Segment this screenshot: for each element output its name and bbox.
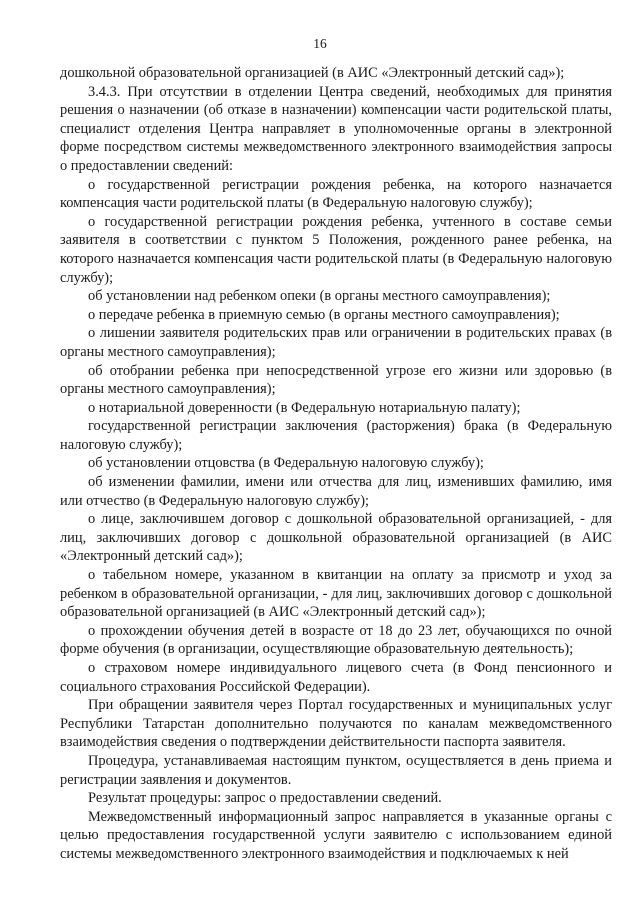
list-item-removal-of-child: об отобрании ребенка при непосредственной угрозе его жизни или здоровью (в органы местного самоуправления); bbox=[60, 362, 612, 398]
list-item-deprivation-rights: о лишении заявителя родительских прав или ограничении в родительских правах (в органы местного самоуправления); bbox=[60, 325, 612, 360]
paragraph-portal: При обращении заявителя через Портал государственных и муниципальных услуг Республики Татарстан дополнительно получаются по каналам межведомственного взаимодействия сведения о подтверждении действительности паспорта заявителя. bbox=[60, 697, 612, 751]
list-item-paternity: об установлении отцовства (в Федеральную налоговую службу); bbox=[88, 455, 484, 472]
list-item-marriage-registration: государственной регистрации заключения (расторжения) брака (в Федеральную налоговую службу); bbox=[60, 418, 612, 453]
list-item-birth-registration-family: о государственной регистрации рождения ребенка, учтенного в составе семьи заявителя в соответствии с пунктом 5 Положения, рожденного ранее ребенка, на которого назначается компенсация части родительской платы (в Федеральную налоговую службу); bbox=[60, 213, 612, 286]
paragraph-3-4-3: 3.4.3. При отсутствии в отделении Центра сведений, необходимых для принятия решения о назначении (об отказе в назначении) компенсации части родительской платы, специалист отделения Центра направляет в уполномоченные органы в электронной форме посредством системы межведомственного электронного взаимодействия запросы о предоставлении сведений: bbox=[60, 83, 612, 174]
paragraph-interagency-request: Межведомственный информационный запрос направляется в указанные органы с целью предоставления государственной услуги заявителю с использованием единой системы межведомственного электронного взаимодействия и подключаемых к ней bbox=[60, 808, 612, 862]
paragraph-continuation: дошкольной образовательной организацией (в АИС «Электронный детский сад»); bbox=[60, 65, 565, 81]
list-item-foster-family: о передаче ребенка в приемную семью (в органы местного самоуправления); bbox=[88, 306, 560, 323]
list-item-birth-registration: о государственной регистрации рождения ребенка, на которого назначается компенсация части родительской платы (в Федеральную налоговую службу); bbox=[60, 176, 612, 212]
paragraph-result: Результат процедуры: запрос о предоставлении сведений. bbox=[88, 790, 442, 807]
list-item-name-change: об изменении фамилии, имени или отчества для лиц, изменивших фамилию, имя или отчество (в Федеральную налоговую службу); bbox=[60, 474, 612, 509]
list-item-contract-person: о лице, заключившем договор с дошкольной образовательной организацией, - для лиц, заключивших договор с дошкольной образовательной организацией (в АИС «Электронный детский сад»); bbox=[60, 511, 612, 565]
list-item-insurance-number: о страховом номере индивидуального лицевого счета (в Фонд пенсионного и социального страхования Российской Федерации). bbox=[60, 660, 612, 695]
list-item-personnel-number: о табельном номере, указанном в квитанции на оплату за присмотр и уход за ребенком в образовательной организации, - для лиц, заключивших договор с дошкольной образовательной организацией (в АИС «Электронный детский сад»); bbox=[60, 567, 612, 621]
list-item-notarial-power: о нотариальной доверенности (в Федеральную нотариальную палату); bbox=[88, 399, 521, 416]
page-number: 16 bbox=[313, 36, 327, 51]
document-body bbox=[60, 64, 612, 864]
paragraph-procedure: Процедура, устанавливаемая настоящим пунктом, осуществляется в день приема и регистрации заявления и документов. bbox=[60, 752, 612, 788]
list-item-guardianship: об установлении над ребенком опеки (в органы местного самоуправления); bbox=[88, 288, 551, 305]
list-item-education: о прохождении обучения детей в возрасте от 18 до 23 лет, обучающихся по очной форме обучения (в организации, осуществляющие образовательную деятельность); bbox=[60, 622, 612, 658]
